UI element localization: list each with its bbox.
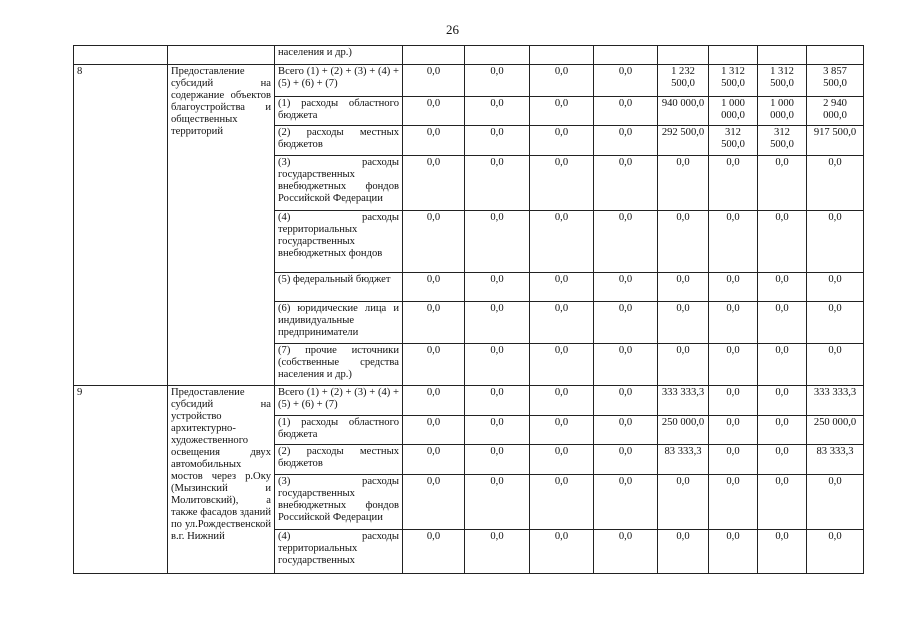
amount-cell: 0,0 xyxy=(465,475,530,530)
funding-source: (2) расходы местных бюджетов xyxy=(275,126,403,156)
amount-cell: 0,0 xyxy=(758,344,807,386)
item-number: 8 xyxy=(74,65,168,386)
amount-cell: 0,0 xyxy=(530,386,594,416)
amount-cell: 2 940 000,0 xyxy=(807,97,864,126)
table-row xyxy=(74,386,864,416)
amount-cell: 0,0 xyxy=(465,344,530,386)
amount-cell: 917 500,0 xyxy=(807,126,864,156)
amount-cell: 0,0 xyxy=(403,65,465,97)
number-cell xyxy=(74,46,168,65)
amount-cell: 1 000 000,0 xyxy=(709,97,758,126)
amount-cell: 0,0 xyxy=(530,211,594,273)
amount-cell: 292 500,0 xyxy=(658,126,709,156)
amount-cell: 0,0 xyxy=(658,530,709,574)
amount-cell: 0,0 xyxy=(709,416,758,445)
amount-cell: 3 857 500,0 xyxy=(807,65,864,97)
amount-cell: 0,0 xyxy=(403,211,465,273)
amount-cell: 0,0 xyxy=(403,445,465,475)
item-description: Предоставление субсидий на содержание объектов благоустройства и общественных территорий xyxy=(168,65,275,386)
amount-cell: 0,0 xyxy=(807,211,864,273)
amount-cell: 0,0 xyxy=(465,302,530,344)
description-cell xyxy=(168,46,275,65)
funding-source: (4) расходы территориальных государственных внебюджетных фондов xyxy=(275,211,403,273)
amount-cell: 0,0 xyxy=(594,211,658,273)
amount-cell: 0,0 xyxy=(758,416,807,445)
amount-cell: 0,0 xyxy=(530,65,594,97)
amount-cell: 0,0 xyxy=(658,344,709,386)
amount-cell: 0,0 xyxy=(807,273,864,302)
amount-cell: 0,0 xyxy=(709,344,758,386)
amount-cell: 312 500,0 xyxy=(709,126,758,156)
amount-cell: 0,0 xyxy=(465,156,530,211)
amount-cell: 83 333,3 xyxy=(658,445,709,475)
amount-cell: 0,0 xyxy=(403,416,465,445)
amount-cell: 0,0 xyxy=(758,445,807,475)
amount-cell: 0,0 xyxy=(465,530,530,574)
amount-cell: 0,0 xyxy=(758,156,807,211)
funding-source: (6) юридические лица и индивидуальные предприниматели xyxy=(275,302,403,344)
amount-cell: 0,0 xyxy=(530,416,594,445)
amount-cell: 0,0 xyxy=(807,344,864,386)
amount-cell: 0,0 xyxy=(403,126,465,156)
amount-cell: 0,0 xyxy=(594,530,658,574)
amount-cell: 0,0 xyxy=(709,530,758,574)
amount-cell: 333 333,3 xyxy=(807,386,864,416)
amount-cell: 0,0 xyxy=(465,211,530,273)
amount-cell: 0,0 xyxy=(709,211,758,273)
amount-cell: 0,0 xyxy=(709,475,758,530)
amount-cell: 1 312 500,0 xyxy=(758,65,807,97)
amount-cell: 0,0 xyxy=(658,211,709,273)
amount-cell: 0,0 xyxy=(709,302,758,344)
amount-cell: 0,0 xyxy=(465,416,530,445)
amount-cell: 0,0 xyxy=(403,156,465,211)
amount-cell: 1 000 000,0 xyxy=(758,97,807,126)
funding-source: (7) прочие источники (собственные средства населения и др.) xyxy=(275,344,403,386)
amount-cell: 0,0 xyxy=(758,386,807,416)
amount-cell: 0,0 xyxy=(758,211,807,273)
funding-source: Всего (1) + (2) + (3) + (4) + (5) + (6) + (7) xyxy=(275,386,403,416)
amount-cell: 0,0 xyxy=(530,302,594,344)
amount-cell: 0,0 xyxy=(594,302,658,344)
amount-cell: 0,0 xyxy=(403,475,465,530)
value-cell xyxy=(465,46,530,65)
amount-cell: 0,0 xyxy=(403,386,465,416)
value-cell xyxy=(758,46,807,65)
amount-cell: 0,0 xyxy=(403,273,465,302)
amount-cell: 83 333,3 xyxy=(807,445,864,475)
amount-cell: 250 000,0 xyxy=(658,416,709,445)
amount-cell: 0,0 xyxy=(658,273,709,302)
amount-cell: 940 000,0 xyxy=(658,97,709,126)
amount-cell: 0,0 xyxy=(709,273,758,302)
value-cell xyxy=(530,46,594,65)
amount-cell: 0,0 xyxy=(709,386,758,416)
funding-source: (2) расходы местных бюджетов xyxy=(275,445,403,475)
value-cell xyxy=(658,46,709,65)
budget-table xyxy=(73,45,864,574)
amount-cell: 0,0 xyxy=(403,530,465,574)
funding-source: (4) расходы территориальных государственных xyxy=(275,530,403,574)
amount-cell: 312 500,0 xyxy=(758,126,807,156)
amount-cell: 0,0 xyxy=(658,302,709,344)
amount-cell: 0,0 xyxy=(403,97,465,126)
amount-cell: 0,0 xyxy=(594,386,658,416)
amount-cell: 0,0 xyxy=(403,302,465,344)
amount-cell: 0,0 xyxy=(530,126,594,156)
amount-cell: 0,0 xyxy=(465,97,530,126)
funding-source: (3) расходы государственных внебюджетных фондов Российской Федерации xyxy=(275,156,403,211)
amount-cell: 0,0 xyxy=(709,445,758,475)
amount-cell: 0,0 xyxy=(465,126,530,156)
amount-cell: 0,0 xyxy=(530,530,594,574)
amount-cell: 0,0 xyxy=(465,386,530,416)
funding-source: (1) расходы областного бюджета xyxy=(275,416,403,445)
item-description: Предоставление субсидий на устройство архитектурно-художественного освещения двух автомобильных мостов через р.Оку (Мызинский и Молитовский), а также фасадов зданий по ул.Рождественской в.г. Нижний xyxy=(168,386,275,574)
amount-cell: 0,0 xyxy=(807,530,864,574)
item-number: 9 xyxy=(74,386,168,574)
source-cell: населения и др.) xyxy=(275,46,403,65)
funding-source: (3) расходы государственных внебюджетных фондов Российской Федерации xyxy=(275,475,403,530)
amount-cell: 0,0 xyxy=(758,302,807,344)
amount-cell: 0,0 xyxy=(530,445,594,475)
amount-cell: 0,0 xyxy=(758,530,807,574)
amount-cell: 0,0 xyxy=(594,344,658,386)
amount-cell: 0,0 xyxy=(758,273,807,302)
table-row xyxy=(74,65,864,97)
value-cell xyxy=(807,46,864,65)
amount-cell: 0,0 xyxy=(530,97,594,126)
amount-cell: 0,0 xyxy=(530,156,594,211)
amount-cell: 0,0 xyxy=(403,344,465,386)
funding-source: (1) расходы областного бюджета xyxy=(275,97,403,126)
funding-source: (5) федеральный бюджет xyxy=(275,273,403,302)
amount-cell: 0,0 xyxy=(594,126,658,156)
funding-source: Всего (1) + (2) + (3) + (4) + (5) + (6) + (7) xyxy=(275,65,403,97)
amount-cell: 0,0 xyxy=(594,445,658,475)
amount-cell: 1 312 500,0 xyxy=(709,65,758,97)
amount-cell: 1 232 500,0 xyxy=(658,65,709,97)
amount-cell: 0,0 xyxy=(530,344,594,386)
amount-cell: 0,0 xyxy=(807,475,864,530)
value-cell xyxy=(709,46,758,65)
amount-cell: 0,0 xyxy=(594,475,658,530)
amount-cell: 0,0 xyxy=(709,156,758,211)
amount-cell: 0,0 xyxy=(807,156,864,211)
amount-cell: 0,0 xyxy=(530,273,594,302)
amount-cell: 0,0 xyxy=(465,65,530,97)
amount-cell: 0,0 xyxy=(758,475,807,530)
amount-cell: 0,0 xyxy=(530,475,594,530)
value-cell xyxy=(594,46,658,65)
amount-cell: 0,0 xyxy=(807,302,864,344)
amount-cell: 0,0 xyxy=(465,445,530,475)
amount-cell: 0,0 xyxy=(594,65,658,97)
value-cell xyxy=(403,46,465,65)
amount-cell: 0,0 xyxy=(594,97,658,126)
page-number: 26 xyxy=(446,22,459,37)
amount-cell: 0,0 xyxy=(465,273,530,302)
amount-cell: 250 000,0 xyxy=(807,416,864,445)
amount-cell: 333 333,3 xyxy=(658,386,709,416)
continuation-row xyxy=(74,46,864,65)
amount-cell: 0,0 xyxy=(658,156,709,211)
amount-cell: 0,0 xyxy=(594,273,658,302)
amount-cell: 0,0 xyxy=(594,416,658,445)
amount-cell: 0,0 xyxy=(658,475,709,530)
amount-cell: 0,0 xyxy=(594,156,658,211)
